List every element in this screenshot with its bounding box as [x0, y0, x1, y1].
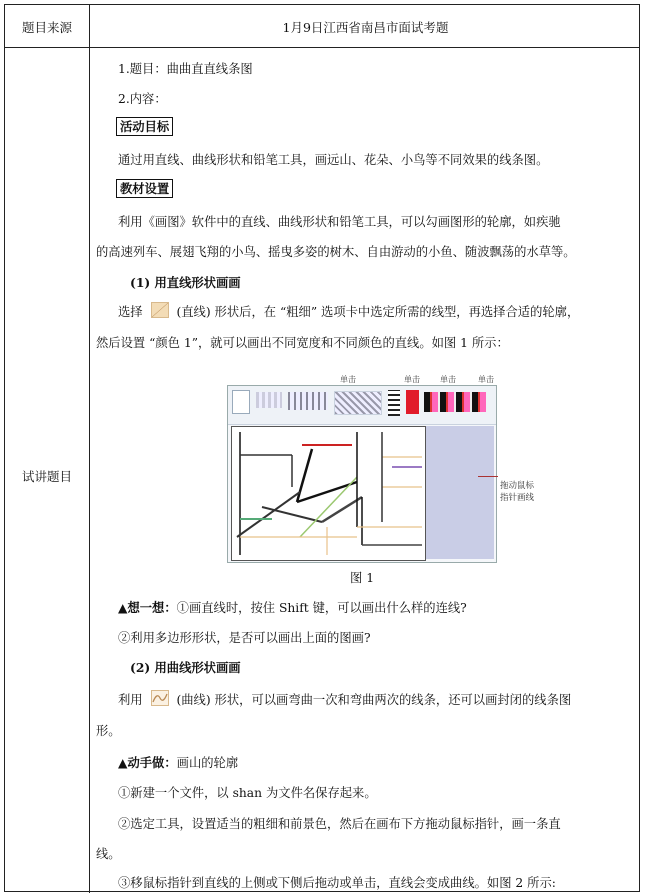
paint-canvas [231, 426, 426, 561]
topic-label: 试讲题目 [21, 469, 72, 484]
material-title: 教材设置 [116, 179, 173, 198]
line-tool-icon [151, 302, 169, 318]
source-value: 1月9日江西省南昌市面试考题 [282, 20, 449, 35]
sub1-post: (直线) 形状后，在 “粗细” 选项卡中选定所需的线型，再选择合适的轮廓， [176, 305, 580, 319]
annot-arrow [478, 476, 498, 477]
step1: ①新建一个文件，以 shan 为文件名保存起来。 [118, 786, 377, 800]
goal-title: 活动目标 [116, 117, 173, 136]
topic-content [90, 47, 639, 891]
step2-b: 线。 [96, 847, 121, 861]
figure-1-paint-screenshot [227, 375, 497, 563]
do-title: 画山的轮廓 [176, 756, 239, 770]
sub2-title: (2) 用曲线形状画画 [130, 660, 241, 675]
figure-caption: 图 1 [350, 571, 375, 585]
think-q1: ①画直线时，按住 Shift 键，可以画出什么样的连线? [176, 601, 467, 615]
annot-click-3: 单击 [440, 375, 456, 384]
table-row-source [5, 5, 639, 48]
sub2-text-a [118, 690, 571, 708]
image-tools-icon [256, 392, 282, 408]
think-label: ▲想一想： [118, 600, 177, 615]
material-text-a: 利用《画图》软件中的直线、曲线形状和铅笔工具，可以勾画图形的轮廓，如疾驰 [118, 215, 561, 229]
do-line [118, 753, 238, 771]
size-icon [388, 390, 400, 416]
label-cell-topic [5, 47, 90, 893]
color1-swatch [406, 390, 419, 414]
sub1-text-a [118, 302, 579, 320]
think-q1-line [118, 598, 467, 616]
annot-click-4: 单击 [478, 375, 494, 384]
do-label: ▲动手做： [118, 755, 177, 770]
shapes-gallery-icon [334, 391, 382, 415]
goal-text: 通过用直线、曲线形状和铅笔工具，画远山、花朵、小鸟等不同效果的线条图。 [118, 153, 549, 167]
line-drawing [232, 427, 425, 560]
sub2-post: (曲线) 形状，可以画弯曲一次和弯曲两次的线条，还可以画封闭的线条图 [176, 693, 572, 707]
annot-click-1: 单击 [340, 375, 356, 384]
annot-drag-a: 拖动鼠标 [500, 481, 535, 491]
paste-icon [232, 390, 250, 414]
title-line: 1.题目：曲曲直直线条图 [118, 62, 253, 76]
step2-a: ②选定工具，设置适当的粗细和前景色，然后在画布下方拖动鼠标指针，画一条直 [118, 817, 561, 831]
annot-click-2: 单击 [404, 375, 420, 384]
sub1-text-b: 然后设置 “颜色 1”，就可以画出不同宽度和不同颜色的直线。如图 1 所示： [96, 336, 509, 350]
sub2-text-b: 形。 [96, 724, 121, 738]
step3: ③移鼠标指针到直线的上侧或下侧后拖动或单击，直线会变成曲线。如图 2 所示: [118, 876, 556, 890]
annot-drag-b: 指针画线 [500, 493, 535, 503]
sub2-pre: 利用 [118, 693, 143, 707]
question-table [4, 4, 640, 892]
curve-tool-icon [151, 690, 169, 706]
tools-group-icon [288, 392, 328, 410]
content-line: 2.内容： [118, 92, 167, 106]
sub1-pre: 选择 [118, 305, 143, 319]
label-cell [5, 5, 90, 47]
think-q2: ②利用多边形形状，是否可以画出上面的图画? [118, 631, 371, 645]
source-label: 题目来源 [21, 20, 72, 35]
paint-ribbon [228, 375, 496, 425]
section-material-heading [116, 179, 173, 197]
color-palette [424, 392, 486, 412]
material-text-b: 的高速列车、展翅飞翔的小鸟、摇曳多姿的树木、自由游动的小鱼、随波飘荡的水草等。 [96, 245, 576, 259]
section-goal-heading [116, 117, 173, 135]
canvas-side-panel [426, 426, 494, 559]
sub1-title: (1) 用直线形状画画 [130, 275, 241, 290]
